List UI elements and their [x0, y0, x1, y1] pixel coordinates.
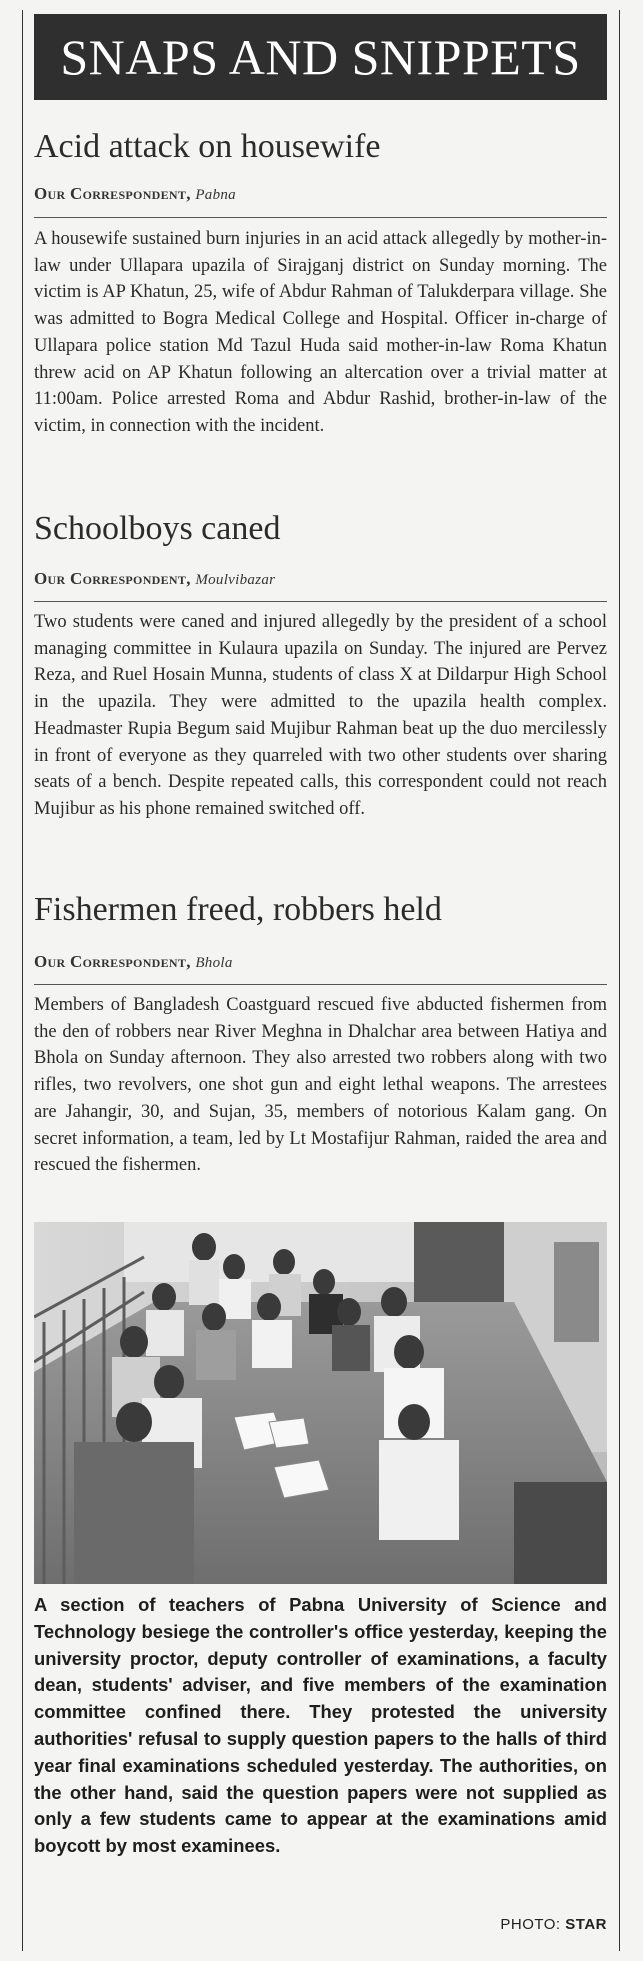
story-3-body: Members of Bangladesh Coastguard rescued five abducted fishermen from the den of robbers near River Meghna in Dhalchar area between Hatiya and Bhola on Sunday afternoon. They also arrested two robbers along with two rifles, two revolvers, one shot gun and eight lethal weapons. The arrestees are Jahangir, 30, and Sujan, 35, members of notorious Kalam gang. On secret information, a team, led by Lt Mostafijur Rahman, raided the area and rescued the fishermen. — [34, 995, 607, 1176]
photo-credit-label: PHOTO: — [500, 1916, 561, 1933]
photo-credit — [500, 1916, 607, 1933]
byline-location: Moulvibazar — [195, 572, 276, 588]
story-2-byline — [34, 569, 275, 589]
story-2-rule — [34, 601, 607, 602]
story-2-headline: Schoolboys caned — [34, 510, 281, 547]
story-3-rule — [34, 984, 607, 985]
byline-label: Our Correspondent, — [34, 952, 191, 971]
byline-label: Our Correspondent, — [34, 569, 191, 588]
photo-credit-source: STAR — [565, 1916, 607, 1933]
byline-location: Pabna — [195, 187, 236, 203]
story-1-headline: Acid attack on housewife — [34, 128, 381, 165]
byline-label: Our Correspondent, — [34, 184, 191, 203]
story-3-byline — [34, 952, 233, 972]
byline-location: Bhola — [195, 955, 233, 971]
news-photo — [34, 1222, 607, 1584]
story-1-rule — [34, 217, 607, 218]
story-2-body: Two students were caned and injured allegedly by the president of a school managing committee in Kulaura upazila on Sunday. The injured are Pervez Reza, and Ruel Hosain Munna, students of class X at Dildarpur High School in the upazila. They were admitted to the upazila health complex. Headmaster Rupia Begum said Mujibur Rahman beat up the duo mercilessly in front of everyone as they quarreled with two other students over sharing seats of a bench. Despite repeated calls, this correspondent could not reach Mujibur as his phone remained switched off. — [34, 612, 607, 819]
photo-caption: A section of teachers of Pabna University of Science and Technology besiege the controller's office yesterday, keeping the university proctor, deputy controller of examinations, a faculty dean, students' adviser, and five members of the examination committee confined there. They protested the university authorities' refusal to supply question papers to the halls of third year final examinations scheduled yesterday. The authorities, on the other hand, said the question papers were not supplied as only a few students came to appear at the examinations amid boycott by most examinees. — [34, 1594, 607, 1857]
section-banner: SNAPS AND SNIPPETS — [34, 14, 607, 100]
story-1-body: A housewife sustained burn injuries in an acid attack allegedly by mother-in-law under Ullapara upazila of Sirajganj district on Sunday morning. The victim is AP Khatun, 25, wife of Abdur Rahman of Talukderpara village. She was admitted to Bogra Medical College and Hospital. Officer in-charge of Ullapara police station Md Tazul Huda said mother-in-law Roma Khatun threw acid on AP Khatun following an altercation over a trivial matter at 11:00am. Police arrested Roma and Abdur Rashid, brother-in-law of the victim, in connection with the incident. — [34, 229, 607, 436]
teachers-protest-photo — [34, 1222, 607, 1584]
story-1-byline — [34, 184, 236, 204]
story-3-headline: Fishermen freed, robbers held — [34, 891, 442, 928]
